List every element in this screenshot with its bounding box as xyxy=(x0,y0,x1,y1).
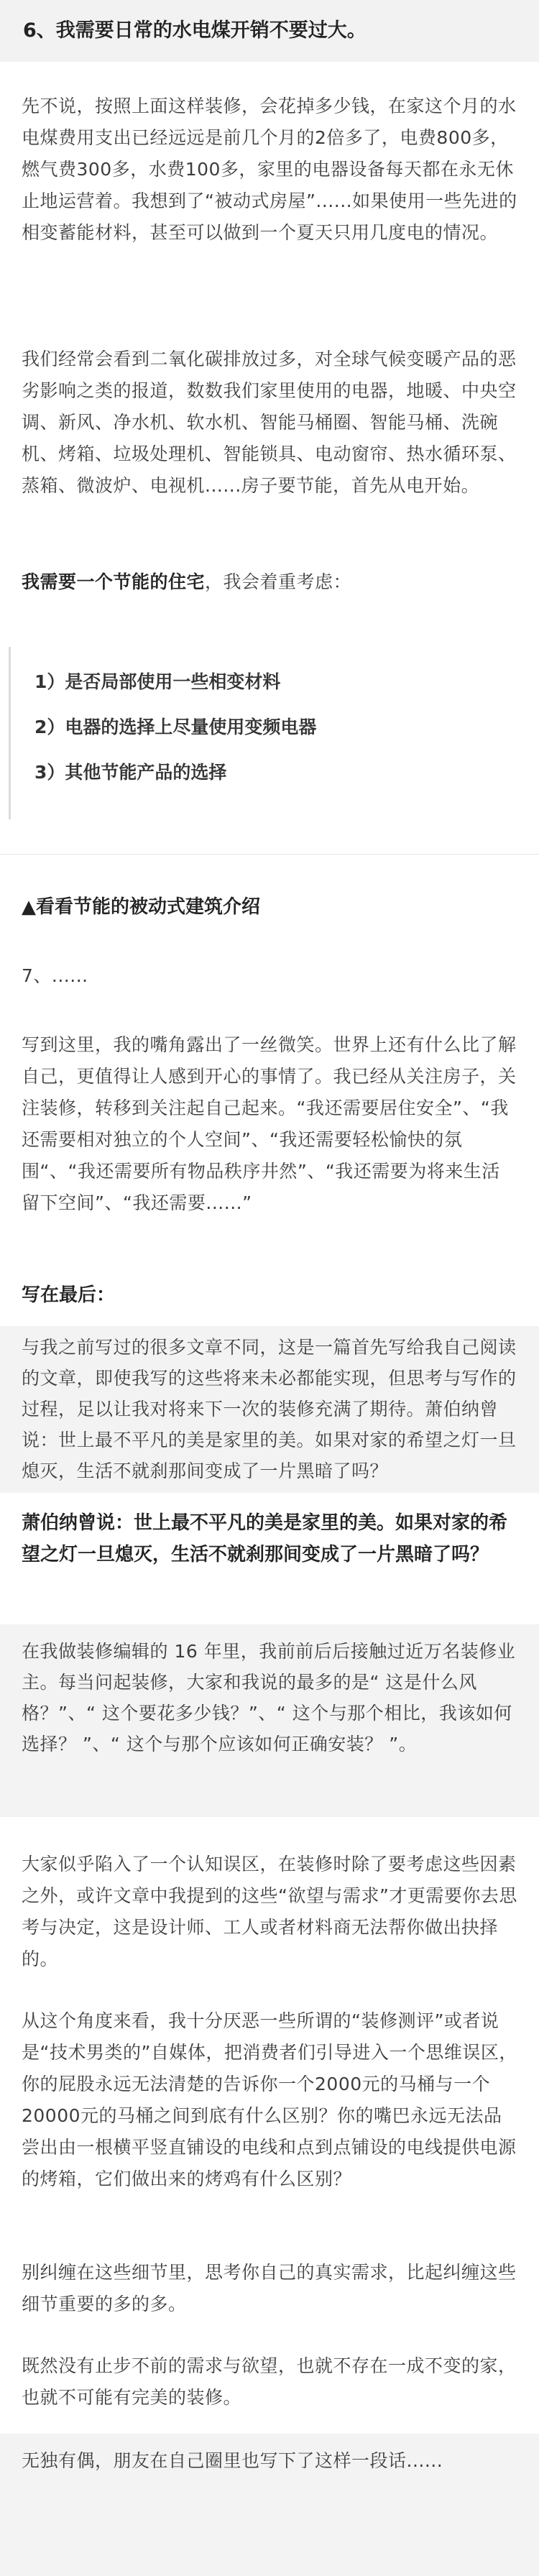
quote-box-2 xyxy=(0,1624,539,1817)
paragraph-smile: 写到这里，我的嘴角露出了一丝微笑。世界上还有什么比了解自己，更值得让人感到开心的事情了。我已经从关注房子，关注装修，转移到关注起自己起来。“我还需要居住安全”、“我还需要相对独立的个人空间”、“我还需要轻松愉快的氛围“、“我还需要所有物品秩序井然”、“我还需要为将来生活留下空间”、“我还需要......” xyxy=(22,1034,517,1213)
quote-box-1 xyxy=(0,1326,539,1493)
section-header xyxy=(0,0,539,62)
final-heading: 写在最后： xyxy=(22,1284,116,1306)
energy-saving-home-bold: 我需要一个节能的住宅 xyxy=(22,571,206,592)
list-quote-bar xyxy=(9,647,11,819)
list-item: 3）其他节能产品的选择 xyxy=(34,762,227,783)
section-seven: 7、...... xyxy=(22,965,88,986)
list-item: 1）是否局部使用一些相变材料 xyxy=(34,671,281,692)
passive-building-heading: ▲看看节能的被动式建筑介绍 xyxy=(22,896,260,918)
quote-text-1: 与我之前写过的很多文章不同，这是一篇首先写给我自己阅读的文章，即使我写的这些将来未必都能实现，但思考与写作的过程，足以让我对将来下一次的装修充满了期待。萧伯纳曾说：世上最不平凡的美是家里的美。如果对家的希望之灯一旦熄灭，生活不就刹那间变成了一片黑暗了吗？ xyxy=(22,1337,517,1481)
paragraph-utility-costs: 先不说，按照上面这样装修，会花掉多少钱，在家这个月的水电煤费用支出已经远远是前几个月的2倍多了，电费800多，燃气费300多，水费100多，家里的电器设备每天都在永无休止地运营着。我想到了“被动式房屋”......如果使用一些先进的相变蓄能材料，甚至可以做到一个夏天只用几度电的情况。 xyxy=(22,96,517,243)
paragraph-cognitive-error: 大家似乎陷入了一个认知误区，在装修时除了要考虑这些因素之外，或许文章中我提到的这些“欲望与需求”才更需要你去思考与决定，这是设计师、工人或者材料商无法帮你做出抉择的。 xyxy=(22,1854,517,1969)
quote-box-3 xyxy=(0,2434,539,2576)
quote-text-3: 无独有偶，朋友在自己圈里也写下了这样一段话...... xyxy=(22,2450,443,2471)
paragraph-appliances: 我们经常会看到二氧化碳排放过多，对全球气候变暖产品的恶劣影响之类的报道，数数我们家里使用的电器，地暖、中央空调、新风、净水机、软水机、智能马桶圈、智能马桶、洗碗机、烤箱、垃圾处理机、智能锁具、电动窗帘、热水循环泵、蒸箱、微波炉、电视机......房子要节能，首先从电开始。 xyxy=(22,349,517,496)
bold-quote: 萧伯纳曾说：世上最不平凡的美是家里的美。如果对家的希望之灯一旦熄灭，生活不就刹那间变成了一片黑暗了吗？ xyxy=(22,1512,508,1565)
section-title: 6、我需要日常的水电煤开销不要过大。 xyxy=(23,19,367,42)
paragraph-no-perfect: 既然没有止步不前的需求与欲望，也就不存在一成不变的家，也就不可能有完美的装修。 xyxy=(22,2355,517,2408)
energy-saving-home-rest: ，我会着重考虑： xyxy=(205,571,352,592)
list-item: 2）电器的选择上尽量使用变频电器 xyxy=(34,717,317,737)
divider xyxy=(0,854,539,855)
paragraph-details: 别纠缠在这些细节里，思考你自己的真实需求，比起纠缠这些细节重要的多的多。 xyxy=(22,2262,517,2314)
paragraph-reviews: 从这个角度来看，我十分厌恶一些所谓的“装修测评”或者说是“技术男类的”自媒体，把消费者们引导进入一个思维误区，你的屁股永远无法清楚的告诉你一个2000元的马桶与一个20000元的马桶之间到底有什么区别？你的嘴巴永远无法品尝出由一根横平竖直铺设的电线和点到点铺设的电线提供电源的烤箱，它们做出来的烤鸡有什么区别？ xyxy=(22,2010,517,2189)
quote-text-2: 在我做装修编辑的 16 年里，我前前后后接触过近万名装修业主。每当问起装修，大家和我说的最多的是“ 这是什么风格？”、“ 这个要花多少钱？”、“ 这个与那个相比，我该如何选择？ ”、“ 这个与那个应该如何正确安装？ ”。 xyxy=(22,1641,516,1754)
considerations-list xyxy=(0,632,539,834)
paragraph-energy-saving-home xyxy=(22,566,517,598)
